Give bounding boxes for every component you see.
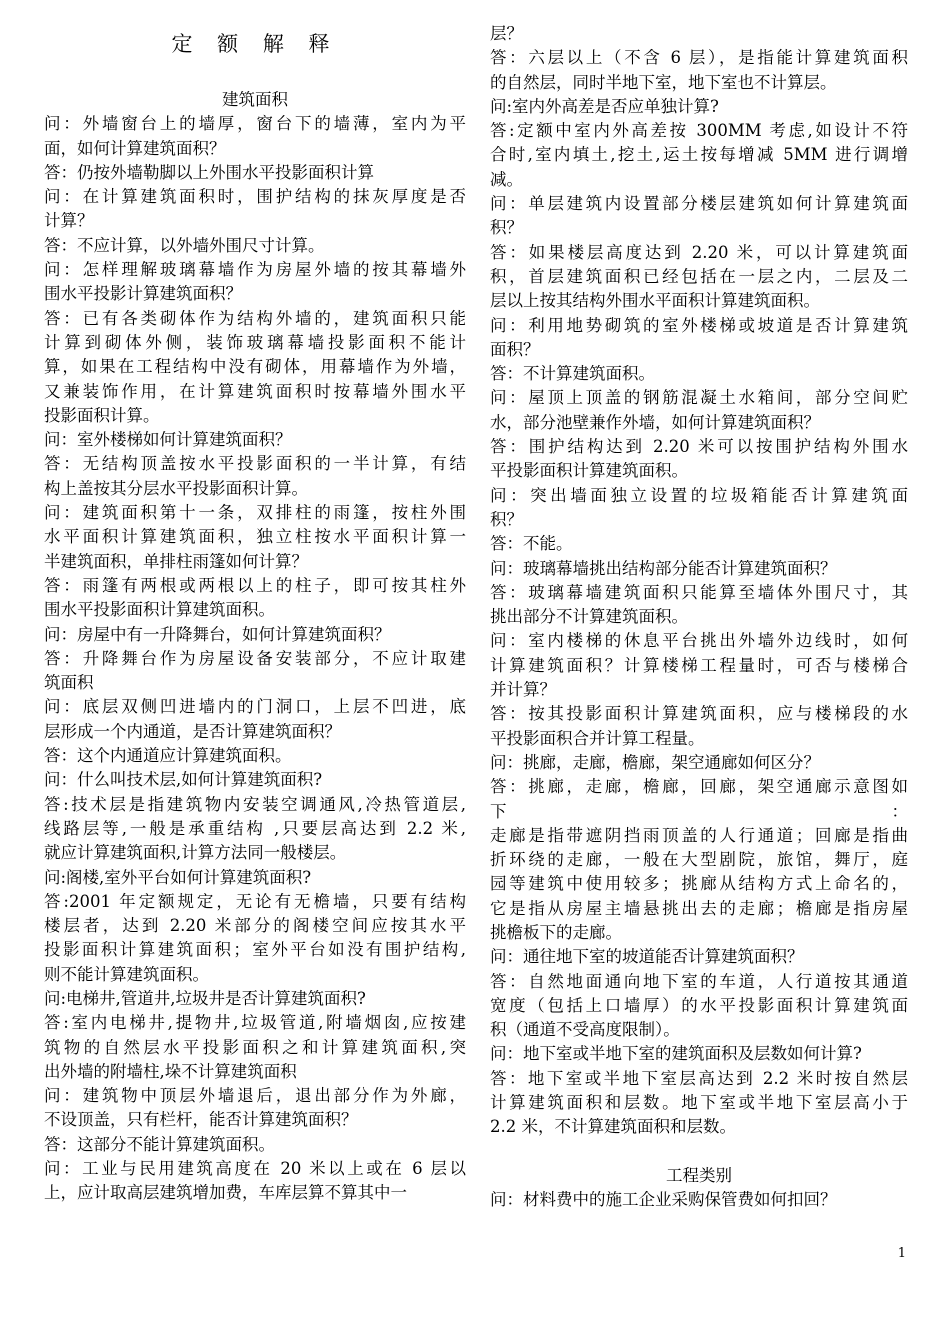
page-title: 定 额 解 释 [171,32,339,56]
text-line: 问：建筑物中顶层外墙退后，退出部分作为外廊， [44,1086,466,1106]
text-line: 问：工业与民用建筑高度在 20 米以上或在 6 层以 [44,1159,466,1179]
text-line: 答：按其投影面积计算建筑面积，应与楼梯段的水 [490,704,908,724]
text-line: 答：围护结构达到 2.20 米可以按围护结构外围水 [490,437,908,457]
text-line: 问：屋顶上顶盖的钢筋混凝土水箱间，部分空间贮 [490,388,908,408]
text-line: 它是指从房屋主墙悬挑出去的走廊；檐廊是指房屋 [490,898,908,918]
text-line: 答:室内电梯井,提物井,垃圾管道,附墙烟囱,应按建 [44,1013,466,1033]
text-line: 筑面积 [44,673,94,693]
text-line: 问：什么叫技术层,如何计算建筑面积? [44,770,323,790]
text-line: 水平面积计算建筑面积，独立柱按水平面积计算一 [44,527,466,547]
text-line: 计算建筑面积和层数。地下室或半地下室层高小于 [490,1093,908,1113]
text-line: 问：室外楼梯如何计算建筑面积？ [44,430,292,450]
text-line: 又兼装饰作用，在计算建筑面积时按幕墙外围水平 [44,381,466,401]
text-line: 水，部分池壁兼作外墙，如何计算建筑面积？ [490,412,820,432]
text-line: 问：玻璃幕墙挑出结构部分能否计算建筑面积？ [490,558,837,578]
text-line: 答：不应计算，以外墙外围尺寸计算。 [44,235,325,255]
text-line: 构上盖按其分层水平投影面积计算。 [44,478,308,498]
text-line: 答：这部分不能计算建筑面积。 [44,1134,275,1154]
text-line: 算，如果在工程结构中没有砌体，用幕墙作为外墙， [44,357,466,377]
text-line: 答：这个内通道应计算建筑面积。 [44,746,292,766]
text-line: 积？ [490,509,523,529]
text-line: 答：仍按外墙勒脚以上外围水平投影面积计算 [44,162,374,182]
text-line: 答:技术层是指建筑物内安装空调通风,冷热管道层, [44,794,466,814]
text-line: 问：在计算建筑面积时，围护结构的抹灰厚度是否 [44,187,466,207]
text-line: 计算到砌体外侧，装饰玻璃幕墙投影面积不能计 [44,332,466,352]
text-line: 问：材料费中的施工企业采购保管费如何扣回？ [490,1190,837,1210]
text-line: 问：怎样理解玻璃幕墙作为房屋外墙的按其幕墙外 [44,260,466,280]
text-line: 问：单层建筑内设置部分楼层建筑如何计算建筑面 [490,194,908,214]
text-line: 问：外墙窗台上的墙厚，窗台下的墙薄，室内为平 [44,114,466,134]
text-line: 面积？ [490,339,540,359]
text-line: 则不能计算建筑面积。 [44,964,209,984]
text-line: 出外墙的附墙柱,垛不计算建筑面积 [44,1061,297,1081]
right-column [490,22,908,1213]
text-line: 答：已有各类砌体作为结构外墙的，建筑面积只能 [44,308,466,328]
text-line: 问：突出墙面独立设置的垃圾箱能否计算建筑面 [490,485,908,505]
text-line: 投影面积计算。 [44,405,160,425]
text-line: 半建筑面积，单排柱雨篷如何计算？ [44,551,308,571]
text-line: 计算建筑面积？计算楼梯工程量时，可否与楼梯合 [490,655,908,675]
text-line: 层以上按其结构外围水平面积计算建筑面积。 [490,291,820,311]
text-line: 就应计算建筑面积,计算方法同一般楼层。 [44,843,347,863]
text-line: 计算？ [44,211,94,231]
text-line: 答：不能。 [490,534,573,554]
right-column-body [490,22,908,1140]
text-line: 答:定额中室内外高差按 300MM 考虑,如设计不符 [490,121,908,141]
text-line: 问:电梯井,管道井,垃圾井是否计算建筑面积? [44,988,366,1008]
text-line: 问：底层双侧凹进墙内的门洞口，上层不凹进，底 [44,697,466,717]
text-line: 积，首层建筑面积已经包括在一层之内，二层及二 [490,266,908,286]
text-line: 线路层等,一般是承重结构 ,只要层高达到 2.2 米, [44,818,466,838]
text-line: 答:2001 年定额规定，无论有无檐墙，只要有结构 [44,891,466,911]
text-line: 答：不计算建筑面积。 [490,364,655,384]
text-line: 园等建筑中使用较多；挑廊从结构方式上命名的， [490,874,908,894]
text-line: 问:阁楼,室外平台如何计算建筑面积? [44,867,312,887]
text-line: 问:室内外高差是否应单独计算? [490,96,719,116]
text-line: 问：建筑面积第十一条，双排柱的雨篷，按柱外围 [44,503,466,523]
text-line: 答：升降舞台作为房屋设备安装部分，不应计取建 [44,648,466,668]
text-line: 平投影面积合并计算工程量。 [490,728,705,748]
text-line: 面，如何计算建筑面积？ [44,138,226,158]
text-line: 积？ [490,218,523,238]
text-line: 问：通往地下室的坡道能否计算建筑面积？ [490,947,804,967]
text-line: 答：六层以上（不含 6 层），是指能计算建筑面积 [490,48,908,68]
text-line: 问：房屋中有一升降舞台，如何计算建筑面积？ [44,624,391,644]
text-line: 答：地下室或半地下室层高达到 2.2 米时按自然层 [490,1068,908,1088]
text-line: 层形成一个内通道，是否计算建筑面积？ [44,721,341,741]
text-line: 答：玻璃幕墙建筑面积只能算至墙体外围尺寸，其 [490,582,908,602]
text-line: 积（通道不受高度限制）。 [490,1020,680,1040]
left-column-body [44,112,466,1205]
text-line: 挑檐板下的走廊。 [490,922,622,942]
text-line: 问：利用地势砌筑的室外楼梯或坡道是否计算建筑 [490,315,908,335]
text-line: 楼层者，达到 2.20 米部分的阁楼空间应按其水平 [44,916,466,936]
section-heading-project-category: 工程类别 [666,1165,732,1185]
text-line: 答：挑廊，走廊，檐廊，回廊，架空通廊示意图如 [490,777,908,797]
text-line: 合时,室内填土,挖土,运土按每增减 5MM 进行调增 [490,145,908,165]
text-line: 层？ [490,24,523,43]
text-line: 围水平投影面积计算建筑面积。 [44,600,275,620]
text-line: 上，应计取高层建筑增加费，车库层算不算其中一 [44,1183,407,1203]
text-line: 答：自然地面通向地下室的车道，人行道按其通道 [490,971,908,991]
text-line: 宽度（包括上口墙厚）的水平投影面积计算建筑面 [490,995,908,1015]
text-line: 平投影面积计算建筑面积。 [490,461,688,481]
section-heading-building-area: 建筑面积 [222,90,288,109]
text-line: 走廊是指带遮阴挡雨顶盖的人行通道；回廊是指曲 [490,825,908,845]
text-line: 并计算？ [490,680,556,700]
text-line: 下： [490,801,908,821]
text-line: 筑物的自然层水平投影面积之和计算建筑面积,突 [44,1037,466,1057]
text-line: 答：雨篷有两根或两根以上的柱子，即可按其柱外 [44,575,466,595]
page-number: 1 [897,1246,906,1261]
text-line: 围水平投影计算建筑面积？ [44,284,242,304]
text-line: 答：如果楼层高度达到 2.20 米，可以计算建筑面 [490,242,908,262]
text-line: 问：室内楼梯的休息平台挑出外墙外边线时，如何 [490,631,908,651]
left-column [44,22,466,1206]
text-line: 减。 [490,169,523,189]
text-line: 2.2 米，不计算建筑面积和层数。 [490,1117,736,1137]
text-line: 投影面积计算建筑面积；室外平台如没有围护结构, [44,940,466,960]
text-line: 不设顶盖，只有栏杆，能否计算建筑面积？ [44,1110,358,1130]
right-column-body-continued [490,1188,908,1212]
text-line: 答：无结构顶盖按水平投影面积的一半计算，有结 [44,454,466,474]
text-line: 问：地下室或半地下室的建筑面积及层数如何计算? [490,1044,862,1064]
text-line: 挑出部分不计算建筑面积。 [490,607,688,627]
text-line: 问：挑廊，走廊，檐廊，架空通廊如何区分？ [490,752,820,772]
section-gap [490,1140,908,1164]
text-line: 的自然层，同时半地下室，地下室也不计算层。 [490,72,837,92]
text-line: 折环绕的走廊，一般在大型剧院，旅馆，舞厅，庭 [490,850,908,870]
